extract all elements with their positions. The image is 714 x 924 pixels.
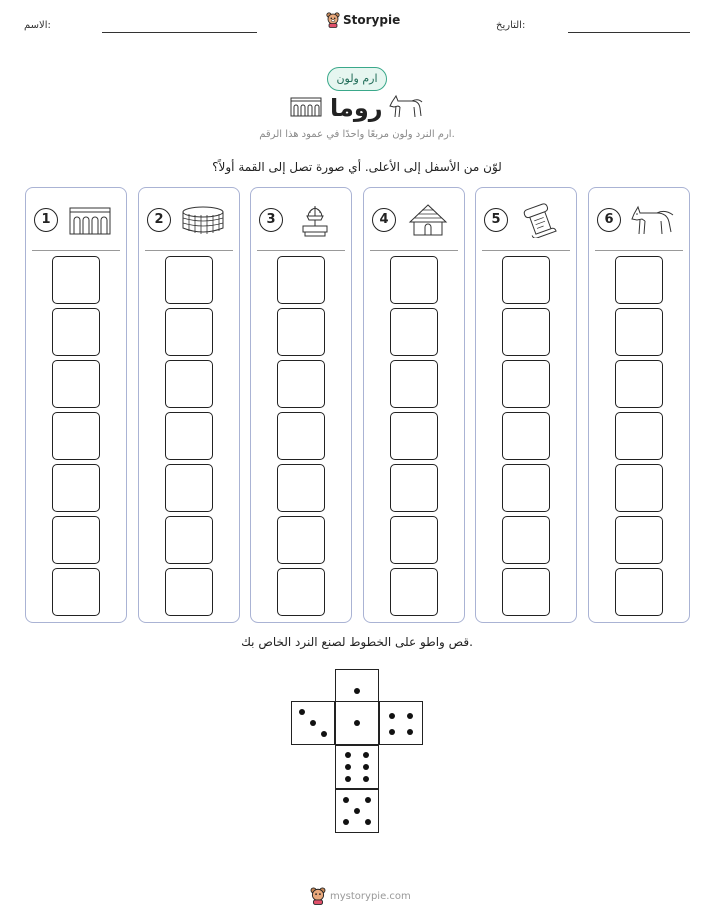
column-divider xyxy=(482,250,570,251)
aqueduct-title-icon xyxy=(290,97,322,117)
color-square[interactable] xyxy=(390,568,438,616)
color-square[interactable] xyxy=(165,308,213,356)
color-square[interactable] xyxy=(52,464,100,512)
color-square[interactable] xyxy=(277,256,325,304)
column-divider xyxy=(370,250,458,251)
die-pip xyxy=(345,776,351,782)
column-divider xyxy=(145,250,233,251)
brand-logo xyxy=(326,12,400,28)
color-square[interactable] xyxy=(277,308,325,356)
die-face-4 xyxy=(379,701,423,745)
hut-icon xyxy=(406,202,450,238)
die-pip xyxy=(345,752,351,758)
color-square[interactable] xyxy=(502,412,550,460)
footer xyxy=(310,887,411,905)
die-face-3 xyxy=(291,701,335,745)
color-square[interactable] xyxy=(277,360,325,408)
die-pip xyxy=(389,713,395,719)
color-square[interactable] xyxy=(615,256,663,304)
column-number: 5 xyxy=(484,208,508,232)
column-divider xyxy=(257,250,345,251)
scroll-icon xyxy=(518,202,562,238)
color-square[interactable] xyxy=(390,256,438,304)
color-square[interactable] xyxy=(390,464,438,512)
die-face-1 xyxy=(335,701,379,745)
die-pip xyxy=(365,797,371,803)
column-5 xyxy=(475,187,577,623)
die-pip xyxy=(354,720,360,726)
column-number: 1 xyxy=(34,208,58,232)
color-square[interactable] xyxy=(52,256,100,304)
color-square[interactable] xyxy=(52,360,100,408)
colosseum-icon xyxy=(181,202,225,238)
column-1 xyxy=(25,187,127,623)
color-square[interactable] xyxy=(52,412,100,460)
column-number: 4 xyxy=(372,208,396,232)
color-square[interactable] xyxy=(502,360,550,408)
wolf-title-icon xyxy=(388,92,424,120)
color-square[interactable] xyxy=(615,308,663,356)
color-square[interactable] xyxy=(615,568,663,616)
column-6 xyxy=(588,187,690,623)
color-square[interactable] xyxy=(277,412,325,460)
die-pip xyxy=(299,709,305,715)
die-pip xyxy=(363,764,369,770)
color-square[interactable] xyxy=(52,568,100,616)
bear-icon xyxy=(310,887,326,905)
color-square[interactable] xyxy=(502,308,550,356)
column-divider xyxy=(595,250,683,251)
color-square[interactable] xyxy=(390,308,438,356)
color-square[interactable] xyxy=(52,516,100,564)
die-pip xyxy=(345,764,351,770)
page-title: روما xyxy=(330,94,383,122)
color-square[interactable] xyxy=(390,412,438,460)
die-face-5 xyxy=(335,789,379,833)
color-square[interactable] xyxy=(502,256,550,304)
die-pip xyxy=(321,731,327,737)
column-number: 3 xyxy=(259,208,283,232)
instruction: لوّن من الأسفل إلى الأعلى. أي صورة تصل إلى القمة أولاً؟ xyxy=(212,160,502,174)
column-divider xyxy=(32,250,120,251)
column-3 xyxy=(250,187,352,623)
die-pip xyxy=(343,819,349,825)
color-square[interactable] xyxy=(615,516,663,564)
color-square[interactable] xyxy=(52,308,100,356)
name-label: الاسم: xyxy=(24,20,51,31)
die-face-6 xyxy=(335,745,379,789)
color-square[interactable] xyxy=(615,360,663,408)
color-square[interactable] xyxy=(502,568,550,616)
fountain-icon xyxy=(293,202,337,238)
die-pip xyxy=(407,729,413,735)
color-square[interactable] xyxy=(502,516,550,564)
color-square[interactable] xyxy=(165,412,213,460)
roll-and-color-badge: ارم ولون xyxy=(327,67,387,91)
color-square[interactable] xyxy=(165,256,213,304)
color-square[interactable] xyxy=(277,568,325,616)
die-pip xyxy=(389,729,395,735)
column-2 xyxy=(138,187,240,623)
die-pip xyxy=(343,797,349,803)
die-pip xyxy=(310,720,316,726)
die-pip xyxy=(354,808,360,814)
column-4 xyxy=(363,187,465,623)
wolf-icon xyxy=(631,202,675,238)
color-square[interactable] xyxy=(277,516,325,564)
column-number: 2 xyxy=(147,208,171,232)
color-square[interactable] xyxy=(615,412,663,460)
die-pip xyxy=(363,776,369,782)
color-square[interactable] xyxy=(165,568,213,616)
date-label: التاريخ: xyxy=(496,20,526,31)
bear-icon xyxy=(326,12,340,28)
color-square[interactable] xyxy=(277,464,325,512)
date-field[interactable] xyxy=(568,32,690,33)
die-pip xyxy=(407,713,413,719)
die-pip xyxy=(363,752,369,758)
color-square[interactable] xyxy=(165,360,213,408)
cut-instruction: قص واطو على الخطوط لصنع النرد الخاص بك. xyxy=(241,635,473,649)
die-pip xyxy=(365,819,371,825)
color-square[interactable] xyxy=(615,464,663,512)
die-pip xyxy=(354,688,360,694)
name-field[interactable] xyxy=(102,32,257,33)
footer-url: mystorypie.com xyxy=(330,890,411,902)
column-number: 6 xyxy=(597,208,621,232)
brand-name: Storypie xyxy=(343,13,401,27)
color-square[interactable] xyxy=(502,464,550,512)
color-square[interactable] xyxy=(390,516,438,564)
color-square[interactable] xyxy=(390,360,438,408)
subtitle: ارم النرد ولون مربعًا واحدًا في عمود هذا الرقم. xyxy=(259,129,455,140)
aqueduct-icon xyxy=(68,202,112,238)
color-square[interactable] xyxy=(165,464,213,512)
color-square[interactable] xyxy=(165,516,213,564)
